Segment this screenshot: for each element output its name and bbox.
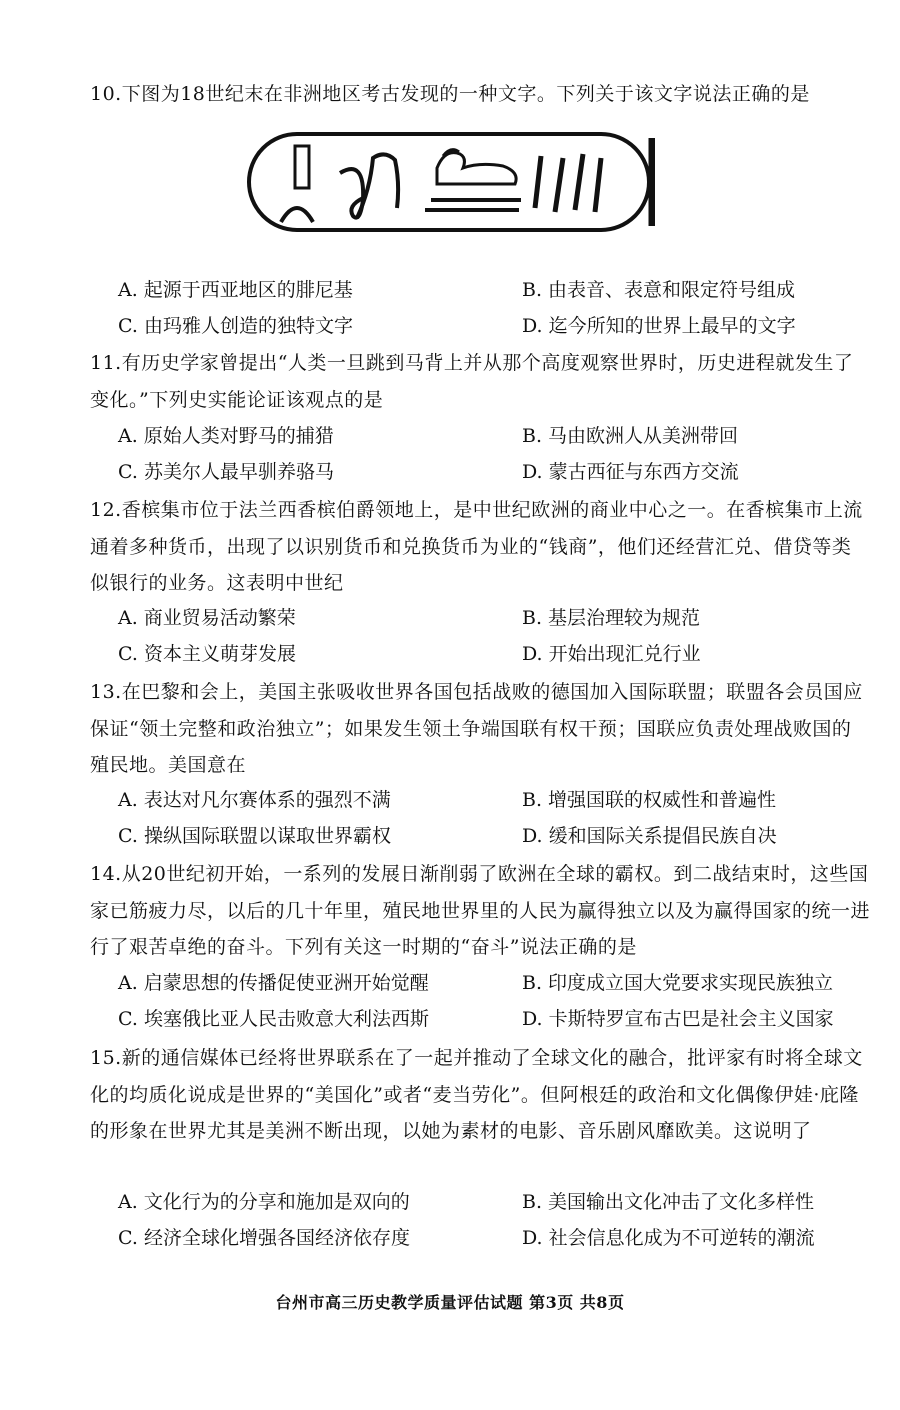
question-number: 13.	[90, 681, 122, 703]
question-13-option-a[interactable]: A. 表达对凡尔赛体系的强烈不满	[118, 789, 391, 811]
question-10-option-a[interactable]: A. 起源于西亚地区的腓尼基	[118, 279, 353, 301]
question-11-stem	[90, 345, 870, 418]
question-15-option-d[interactable]: D. 社会信息化成为不可逆转的潮流	[522, 1227, 815, 1249]
question-text: 新的通信媒体已经将世界联系在了一起并推动了全球文化的融合，批评家有时将全球文化的均质化说成是世界的“美国化”或者“麦当劳化”。但阿根廷的政治和文化偶像伊娃·庇隆的形象在世界尤其是美洲不断出现，以她为素材的电影、音乐剧风靡欧美。这说明了	[90, 1047, 863, 1142]
question-11-option-b[interactable]: B. 马由欧洲人从美洲带回	[522, 425, 739, 447]
question-13-stem	[90, 674, 870, 784]
hieroglyph-cartouche-figure	[245, 128, 663, 236]
question-14-option-d[interactable]: D. 卡斯特罗宣布古巴是社会主义国家	[522, 1008, 834, 1030]
question-11-option-d[interactable]: D. 蒙古西征与东西方交流	[522, 461, 739, 483]
question-10-option-c[interactable]: C. 由玛雅人创造的独特文字	[118, 315, 353, 337]
question-14-option-b[interactable]: B. 印度成立国大党要求实现民族独立	[522, 972, 834, 994]
question-number: 15.	[90, 1047, 122, 1069]
question-text: 有历史学家曾提出“人类一旦跳到马背上并从那个高度观察世界时，历史进程就发生了变化。”下列史实能论证该观点的是	[90, 352, 854, 411]
page-footer: 台州市高三历史教学质量评估试题 第3页 共8页	[275, 1293, 625, 1312]
question-12-stem	[90, 492, 870, 602]
question-11-option-a[interactable]: A. 原始人类对野马的捕猎	[118, 425, 334, 447]
question-number: 12.	[90, 499, 122, 521]
question-11-option-c[interactable]: C. 苏美尔人最早驯养骆马	[118, 461, 334, 483]
question-12-option-d[interactable]: D. 开始出现汇兑行业	[522, 643, 701, 665]
question-14-option-c[interactable]: C. 埃塞俄比亚人民击败意大利法西斯	[118, 1008, 429, 1030]
question-number: 14.	[90, 863, 122, 885]
question-15-option-c[interactable]: C. 经济全球化增强各国经济依存度	[118, 1227, 410, 1249]
question-12-option-c[interactable]: C. 资本主义萌芽发展	[118, 643, 296, 665]
question-13-option-d[interactable]: D. 缓和国际关系提倡民族自决	[522, 825, 777, 847]
question-15-stem	[90, 1040, 870, 1150]
question-text: 香槟集市位于法兰西香槟伯爵领地上，是中世纪欧洲的商业中心之一。在香槟集市上流通着多种货币，出现了以识别货币和兑换货币为业的“钱商”，他们还经营汇兑、借贷等类似银行的业务。这表明中世纪	[90, 499, 863, 594]
question-number: 11.	[90, 352, 122, 374]
question-14-option-a[interactable]: A. 启蒙思想的传播促使亚洲开始觉醒	[118, 972, 429, 994]
question-10-option-d[interactable]: D. 迄今所知的世界上最早的文字	[522, 315, 796, 337]
question-13-option-b[interactable]: B. 增强国联的权威性和普遍性	[522, 789, 777, 811]
question-12-option-b[interactable]: B. 基层治理较为规范	[522, 607, 701, 629]
question-text: 从20世纪初开始，一系列的发展日渐削弱了欧洲在全球的霸权。到二战结束时，这些国家已筋疲力尽，以后的几十年里，殖民地世界里的人民为赢得独立以及为赢得国家的统一进行了艰苦卓绝的奋斗。下列有关这一时期的“奋斗”说法正确的是	[90, 863, 871, 958]
question-text: 下图为18世纪末在非洲地区考古发现的一种文字。下列关于该文字说法正确的是	[121, 83, 810, 105]
question-13-option-c[interactable]: C. 操纵国际联盟以谋取世界霸权	[118, 825, 391, 847]
question-text: 在巴黎和会上，美国主张吸收世界各国包括战败的德国加入国际联盟；联盟各会员国应保证“领土完整和政治独立”；如果发生领土争端国联有权干预；国联应负责处理战败国的殖民地。美国意在	[90, 681, 863, 776]
question-10-stem	[90, 76, 870, 113]
question-number: 10.	[90, 83, 122, 105]
question-15-option-b[interactable]: B. 美国输出文化冲击了文化多样性	[522, 1191, 815, 1213]
question-14-stem	[90, 856, 870, 966]
question-12-option-a[interactable]: A. 商业贸易活动繁荣	[118, 607, 296, 629]
question-15-option-a[interactable]: A. 文化行为的分享和施加是双向的	[118, 1191, 410, 1213]
question-10-option-b[interactable]: B. 由表音、表意和限定符号组成	[522, 279, 796, 301]
